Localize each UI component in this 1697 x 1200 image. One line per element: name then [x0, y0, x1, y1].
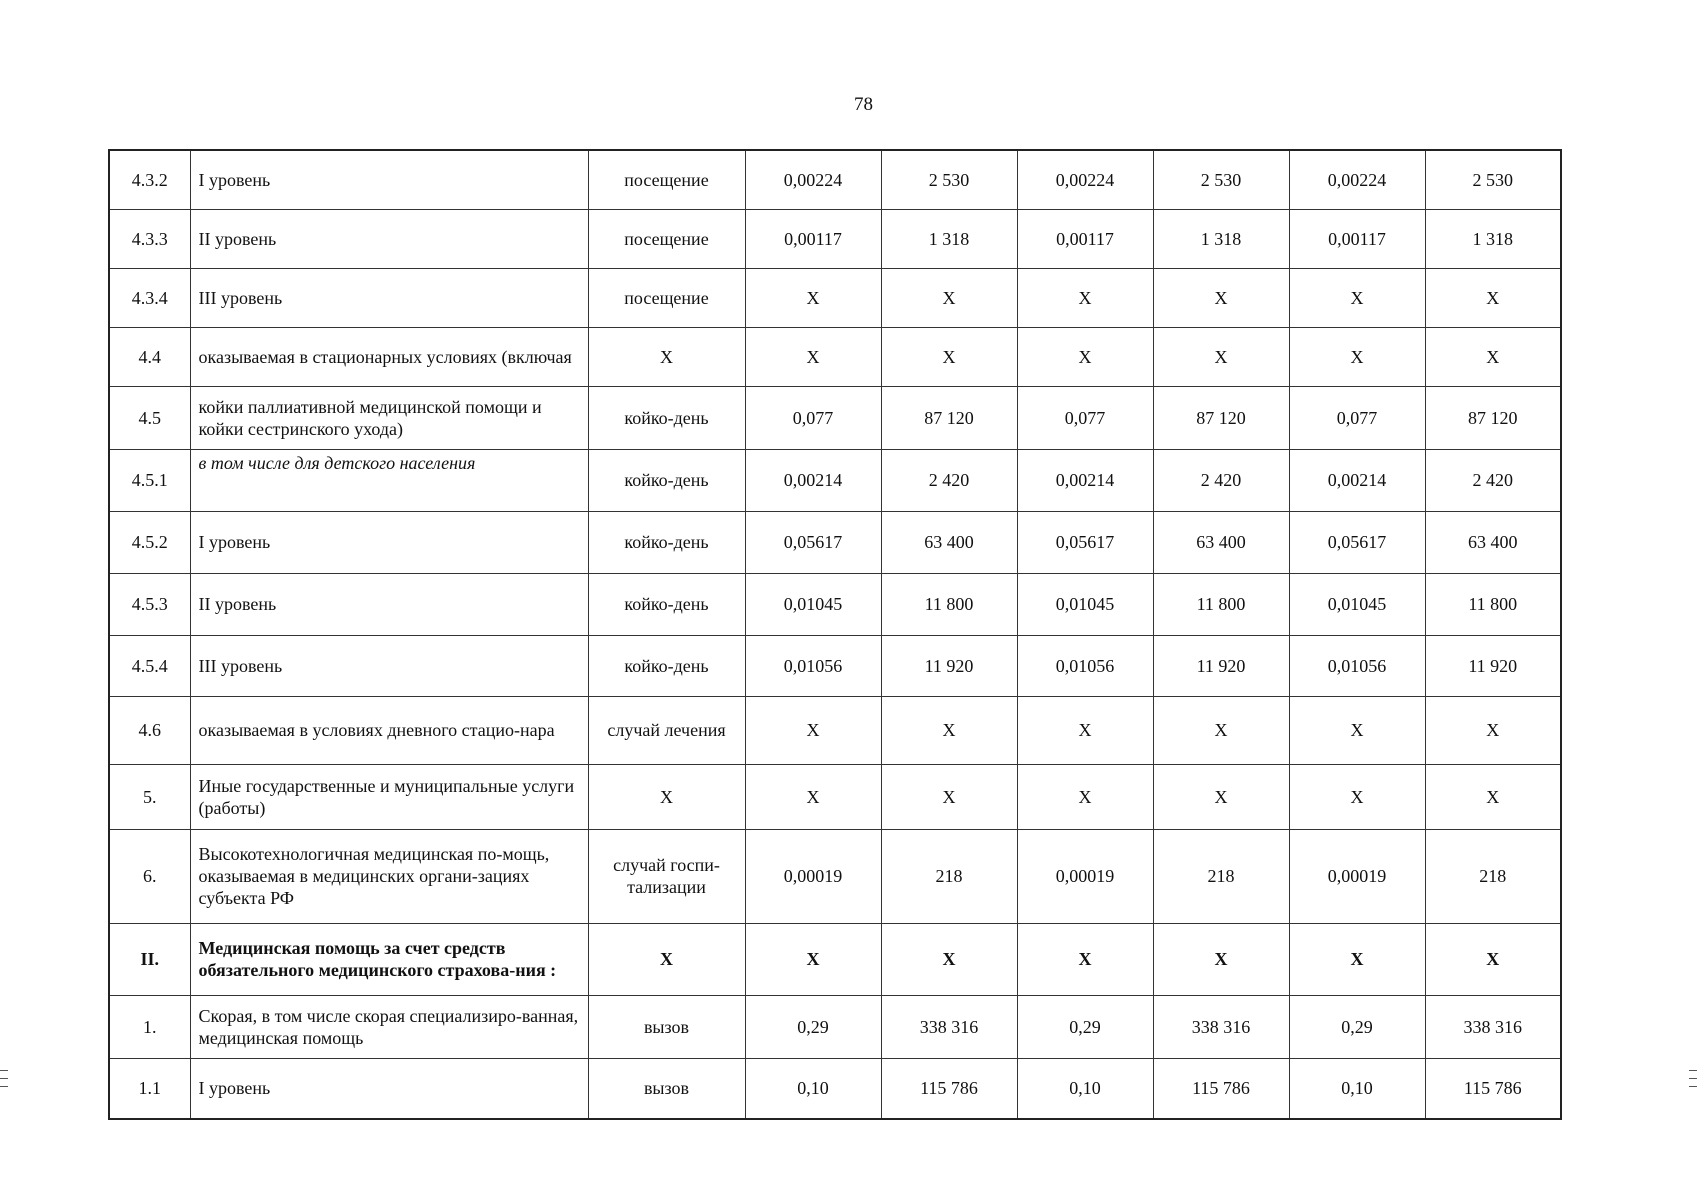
- row-name-cell: I уровень: [190, 511, 588, 573]
- table-row: [109, 573, 1561, 635]
- row-value-cell: 0,00019: [745, 829, 881, 923]
- row-value-cell: 1 318: [881, 209, 1017, 268]
- row-value-cell: 63 400: [1153, 511, 1289, 573]
- row-value-cell: X: [1153, 764, 1289, 829]
- row-unit-cell: койко-день: [588, 386, 745, 449]
- row-value-cell: 11 800: [881, 573, 1017, 635]
- row-value-cell: 0,29: [1289, 995, 1425, 1058]
- row-value-cell: 11 920: [881, 635, 1017, 696]
- row-value-cell: X: [1289, 327, 1425, 386]
- row-name-cell: оказываемая в стационарных условиях (включая: [190, 327, 588, 386]
- row-value-cell: X: [1017, 923, 1153, 995]
- row-value-cell: X: [1425, 696, 1561, 764]
- row-number-cell: 4.5: [109, 386, 190, 449]
- row-value-cell: 0,29: [1017, 995, 1153, 1058]
- row-name-cell: койки паллиативной медицинской помощи и койки сестринского ухода): [190, 386, 588, 449]
- row-unit-cell: X: [588, 764, 745, 829]
- row-value-cell: 0,00224: [745, 150, 881, 209]
- scan-edge-mark-left: [0, 1086, 8, 1087]
- row-value-cell: 0,077: [1289, 386, 1425, 449]
- row-value-cell: X: [1425, 327, 1561, 386]
- row-unit-cell: случай госпи-тализации: [588, 829, 745, 923]
- row-number-cell: 4.3.2: [109, 150, 190, 209]
- row-unit-cell: посещение: [588, 150, 745, 209]
- row-number-cell: 4.6: [109, 696, 190, 764]
- table-row: [109, 268, 1561, 327]
- row-value-cell: 1 318: [1425, 209, 1561, 268]
- row-value-cell: 0,00019: [1017, 829, 1153, 923]
- row-value-cell: 0,00117: [1017, 209, 1153, 268]
- row-number-cell: 6.: [109, 829, 190, 923]
- row-value-cell: X: [1425, 764, 1561, 829]
- row-number-cell: II.: [109, 923, 190, 995]
- table-row: [109, 635, 1561, 696]
- row-name-cell: в том числе для детского населения: [190, 449, 588, 511]
- row-value-cell: 2 530: [1153, 150, 1289, 209]
- row-value-cell: 2 420: [1153, 449, 1289, 511]
- row-value-cell: 0,10: [745, 1058, 881, 1119]
- row-value-cell: 11 800: [1153, 573, 1289, 635]
- row-unit-cell: X: [588, 923, 745, 995]
- data-table: [108, 149, 1562, 1120]
- row-value-cell: 338 316: [881, 995, 1017, 1058]
- row-value-cell: 0,00214: [745, 449, 881, 511]
- row-value-cell: X: [881, 923, 1017, 995]
- row-name-cell: Высокотехнологичная медицинская по-мощь, оказываемая в медицинских органи-зациях субъекта РФ: [190, 829, 588, 923]
- table-row: [109, 511, 1561, 573]
- row-number-cell: 4.4: [109, 327, 190, 386]
- row-value-cell: 0,00214: [1289, 449, 1425, 511]
- row-value-cell: 218: [1153, 829, 1289, 923]
- row-number-cell: 1.1: [109, 1058, 190, 1119]
- row-value-cell: X: [1017, 327, 1153, 386]
- row-name-cell: III уровень: [190, 268, 588, 327]
- row-number-cell: 4.5.4: [109, 635, 190, 696]
- table-row: [109, 764, 1561, 829]
- row-value-cell: 0,10: [1017, 1058, 1153, 1119]
- row-value-cell: 0,01056: [1289, 635, 1425, 696]
- row-name-cell: III уровень: [190, 635, 588, 696]
- row-value-cell: 2 530: [881, 150, 1017, 209]
- row-number-cell: 1.: [109, 995, 190, 1058]
- row-value-cell: 115 786: [1425, 1058, 1561, 1119]
- row-value-cell: X: [745, 696, 881, 764]
- table-row: [109, 386, 1561, 449]
- table-row: [109, 923, 1561, 995]
- row-unit-cell: X: [588, 327, 745, 386]
- row-value-cell: 0,29: [745, 995, 881, 1058]
- row-value-cell: X: [745, 327, 881, 386]
- row-value-cell: 2 420: [881, 449, 1017, 511]
- row-name-cell: II уровень: [190, 573, 588, 635]
- row-value-cell: 1 318: [1153, 209, 1289, 268]
- row-value-cell: 87 120: [1425, 386, 1561, 449]
- row-name-cell: оказываемая в условиях дневного стацио-нара: [190, 696, 588, 764]
- row-value-cell: 0,00224: [1289, 150, 1425, 209]
- row-value-cell: X: [745, 268, 881, 327]
- row-name-cell: Медицинская помощь за счет средств обязательного медицинского страхова-ния :: [190, 923, 588, 995]
- scan-edge-mark-right: [1689, 1070, 1697, 1071]
- row-value-cell: 0,10: [1289, 1058, 1425, 1119]
- row-value-cell: 0,00214: [1017, 449, 1153, 511]
- row-value-cell: 338 316: [1153, 995, 1289, 1058]
- row-value-cell: 0,077: [745, 386, 881, 449]
- row-value-cell: 338 316: [1425, 995, 1561, 1058]
- table-row: [109, 150, 1561, 209]
- row-value-cell: 0,01056: [745, 635, 881, 696]
- row-name-cell: Скорая, в том числе скорая специализиро-ванная, медицинская помощь: [190, 995, 588, 1058]
- row-value-cell: X: [1153, 696, 1289, 764]
- row-value-cell: 0,01056: [1017, 635, 1153, 696]
- row-unit-cell: посещение: [588, 209, 745, 268]
- row-value-cell: 0,00117: [745, 209, 881, 268]
- row-value-cell: X: [1289, 923, 1425, 995]
- row-number-cell: 4.5.3: [109, 573, 190, 635]
- row-value-cell: 2 530: [1425, 150, 1561, 209]
- row-value-cell: X: [1153, 268, 1289, 327]
- row-unit-cell: койко-день: [588, 573, 745, 635]
- row-value-cell: 0,05617: [1017, 511, 1153, 573]
- table-row: [109, 995, 1561, 1058]
- row-value-cell: 0,05617: [745, 511, 881, 573]
- row-value-cell: 0,00224: [1017, 150, 1153, 209]
- row-value-cell: 63 400: [1425, 511, 1561, 573]
- row-value-cell: X: [1289, 696, 1425, 764]
- row-value-cell: X: [881, 327, 1017, 386]
- row-value-cell: 11 920: [1153, 635, 1289, 696]
- row-value-cell: 218: [1425, 829, 1561, 923]
- row-number-cell: 5.: [109, 764, 190, 829]
- row-unit-cell: койко-день: [588, 511, 745, 573]
- row-value-cell: X: [1017, 696, 1153, 764]
- row-name-cell: Иные государственные и муниципальные услуги (работы): [190, 764, 588, 829]
- row-value-cell: X: [1425, 923, 1561, 995]
- scan-edge-mark-right: [1689, 1078, 1697, 1079]
- row-value-cell: 2 420: [1425, 449, 1561, 511]
- table-row: [109, 449, 1561, 511]
- row-unit-cell: вызов: [588, 1058, 745, 1119]
- scan-edge-mark-left: [0, 1078, 8, 1079]
- table-row: [109, 696, 1561, 764]
- row-value-cell: 11 800: [1425, 573, 1561, 635]
- row-value-cell: X: [1153, 327, 1289, 386]
- row-name-cell: II уровень: [190, 209, 588, 268]
- table-row: [109, 327, 1561, 386]
- row-value-cell: X: [1153, 923, 1289, 995]
- row-unit-cell: вызов: [588, 995, 745, 1058]
- row-value-cell: 115 786: [881, 1058, 1017, 1119]
- page-number: 78: [854, 94, 873, 115]
- row-number-cell: 4.5.1: [109, 449, 190, 511]
- row-name-cell: I уровень: [190, 150, 588, 209]
- row-number-cell: 4.3.4: [109, 268, 190, 327]
- row-value-cell: X: [1289, 268, 1425, 327]
- table-row: [109, 1058, 1561, 1119]
- row-value-cell: X: [881, 696, 1017, 764]
- row-value-cell: 0,01045: [745, 573, 881, 635]
- row-unit-cell: койко-день: [588, 635, 745, 696]
- row-value-cell: 0,077: [1017, 386, 1153, 449]
- row-value-cell: X: [1289, 764, 1425, 829]
- row-value-cell: 87 120: [1153, 386, 1289, 449]
- row-value-cell: X: [881, 268, 1017, 327]
- scan-edge-mark-right: [1689, 1086, 1697, 1087]
- row-value-cell: X: [1425, 268, 1561, 327]
- scan-edge-mark-left: [0, 1070, 8, 1071]
- row-value-cell: 218: [881, 829, 1017, 923]
- row-value-cell: X: [745, 764, 881, 829]
- row-unit-cell: посещение: [588, 268, 745, 327]
- row-value-cell: X: [1017, 268, 1153, 327]
- row-value-cell: 63 400: [881, 511, 1017, 573]
- table-body: [109, 150, 1561, 1119]
- row-value-cell: 87 120: [881, 386, 1017, 449]
- row-value-cell: 0,00117: [1289, 209, 1425, 268]
- table-row: [109, 829, 1561, 923]
- row-number-cell: 4.3.3: [109, 209, 190, 268]
- row-value-cell: 0,00019: [1289, 829, 1425, 923]
- row-value-cell: X: [881, 764, 1017, 829]
- row-value-cell: 115 786: [1153, 1058, 1289, 1119]
- row-name-cell: I уровень: [190, 1058, 588, 1119]
- row-value-cell: X: [745, 923, 881, 995]
- table-row: [109, 209, 1561, 268]
- row-value-cell: 0,01045: [1017, 573, 1153, 635]
- row-unit-cell: случай лечения: [588, 696, 745, 764]
- row-unit-cell: койко-день: [588, 449, 745, 511]
- row-value-cell: 0,01045: [1289, 573, 1425, 635]
- row-value-cell: X: [1017, 764, 1153, 829]
- row-number-cell: 4.5.2: [109, 511, 190, 573]
- row-value-cell: 0,05617: [1289, 511, 1425, 573]
- row-value-cell: 11 920: [1425, 635, 1561, 696]
